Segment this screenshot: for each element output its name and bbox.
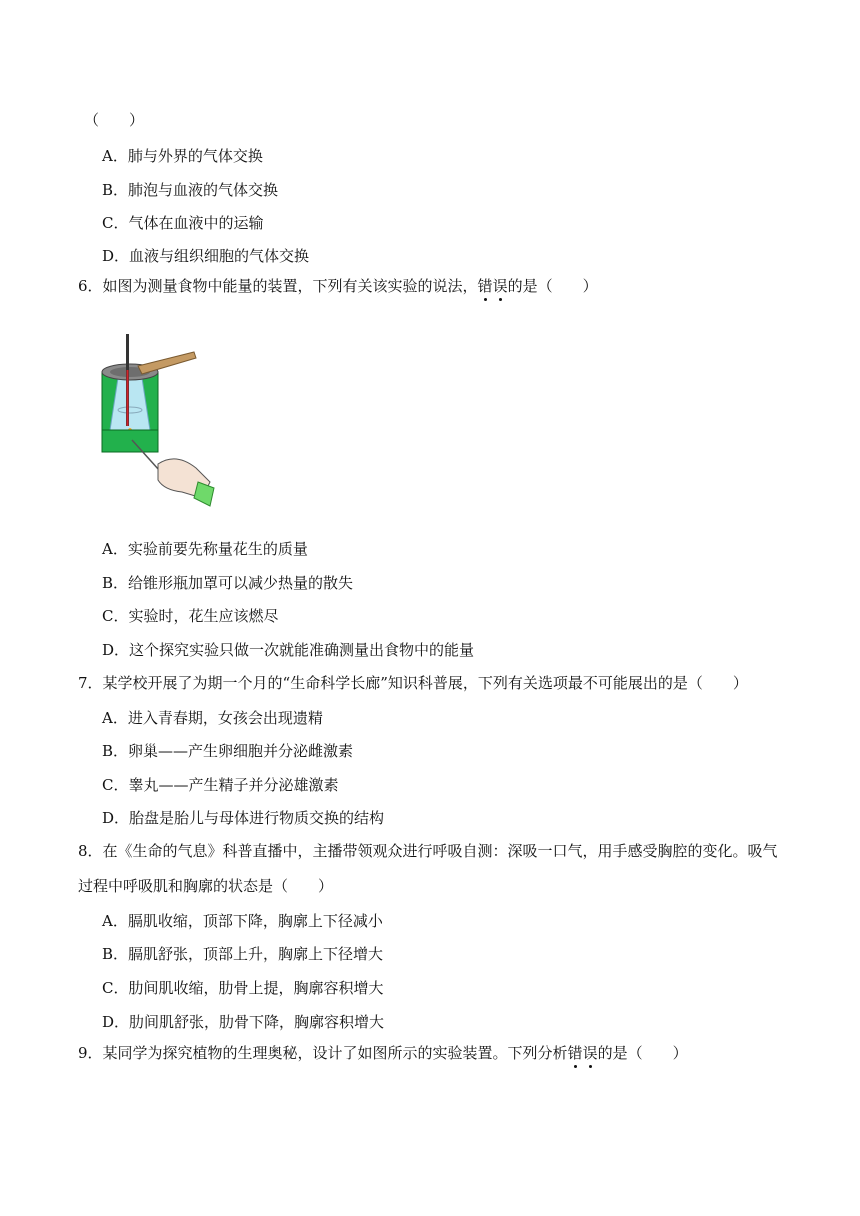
q6-option-a: A．实验前要先称量花生的质量	[102, 540, 308, 558]
q8-option-a: A．膈肌收缩，顶部下降，胸廓上下径减小	[102, 912, 383, 930]
q6-option-d: D．这个探究实验只做一次就能准确测量出食物中的能量	[102, 641, 475, 659]
q7-option-a: A．进入青春期，女孩会出现遗精	[102, 709, 323, 727]
q7-option-c: C．睾丸——产生精子并分泌雄激素	[102, 776, 339, 794]
q5-tail: （ ）	[84, 111, 145, 129]
q5-option-c: C．气体在血液中的运输	[102, 214, 264, 232]
question-8-line-2: 过程中呼吸肌和胸廓的状态是（ ）	[78, 877, 334, 895]
q9-emphasis-char-2: 误	[582, 1044, 598, 1062]
question-7: 7．某学校开展了为期一个月的“生命科学长廊”知识科普展，下列有关选项最不可能展出的是（ ）	[78, 674, 748, 692]
food-energy-apparatus-figure	[98, 330, 223, 510]
q5-option-b: B．肺泡与血液的气体交换	[102, 181, 279, 199]
q8-option-d: D．肋间肌舒张，肋骨下降，胸廓容积增大	[102, 1013, 385, 1031]
q8-option-b: B．膈肌舒张，顶部上升，胸廓上下径增大	[102, 945, 384, 963]
q5-option-d: D．血液与组织细胞的气体交换	[102, 247, 310, 265]
q9-prefix: 9．某同学为探究植物的生理奥秘，设计了如图所示的实验装置。下列分析	[78, 1044, 568, 1062]
q9-suffix: 的是（ ）	[597, 1044, 688, 1062]
q5-option-a: A．肺与外界的气体交换	[102, 147, 263, 165]
q8-option-c: C．肋间肌收缩，肋骨上提，胸廓容积增大	[102, 979, 384, 997]
q6-option-c: C．实验时，花生应该燃尽	[102, 607, 279, 625]
q6-emphasis-char-1: 错	[477, 277, 493, 295]
q7-option-b: B．卵巢——产生卵细胞并分泌雌激素	[102, 742, 354, 760]
q6-emphasis	[478, 276, 508, 296]
q9-emphasis	[568, 1043, 598, 1063]
clamp-arm	[138, 352, 196, 374]
q6-suffix: 的是（ ）	[507, 277, 598, 295]
sleeve	[194, 482, 214, 506]
q6-emphasis-char-2: 误	[492, 277, 508, 295]
question-6	[78, 276, 598, 296]
question-8-line-1: 8．在《生命的气息》科普直播中，主播带领观众进行呼吸自测：深吸一口气，用手感受胸腔的变化。吸气	[78, 842, 778, 860]
cylinder-base	[102, 430, 158, 452]
q7-option-d: D．胎盘是胎儿与母体进行物质交换的结构	[102, 809, 385, 827]
question-9	[78, 1043, 688, 1063]
q6-prefix: 6．如图为测量食物中能量的装置，下列有关该实验的说法，	[78, 277, 478, 295]
q9-emphasis-char-1: 错	[567, 1044, 583, 1062]
q6-option-b: B．给锥形瓶加罩可以减少热量的散失	[102, 574, 354, 592]
thermometer-red	[127, 370, 129, 426]
